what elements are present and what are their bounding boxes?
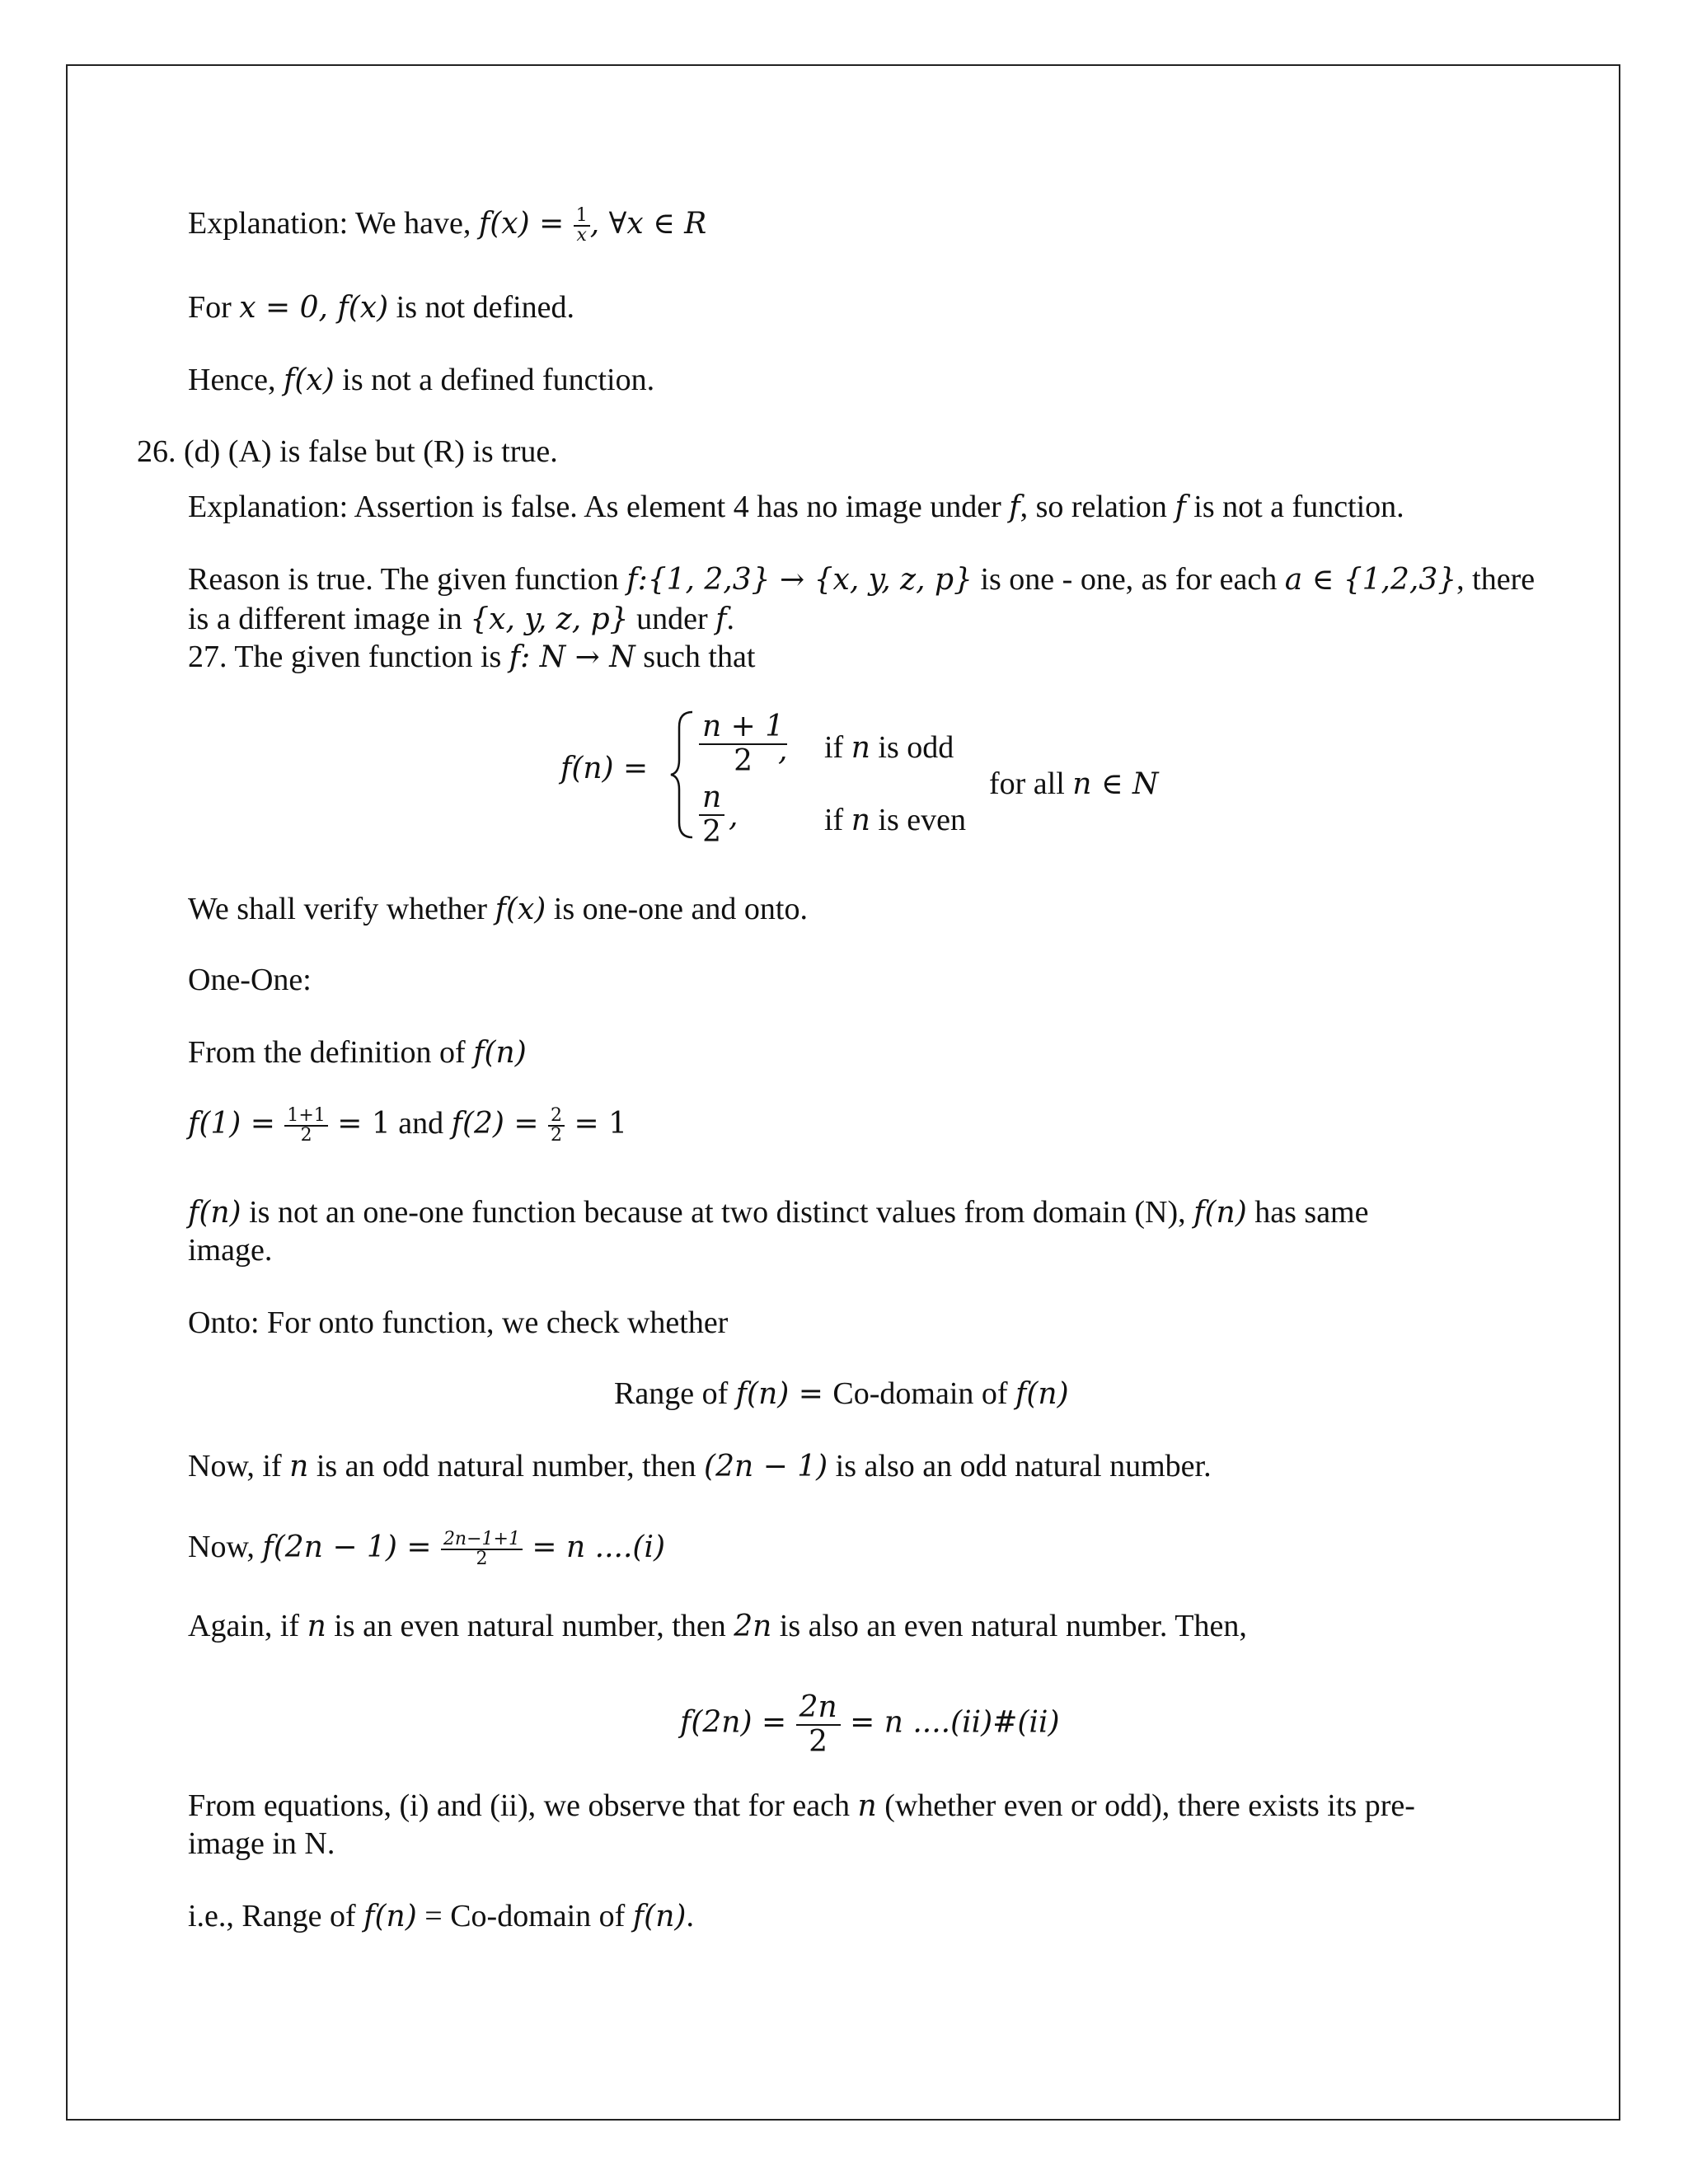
even-line: Again, if n is an even natural number, then 2n is also an even natural number. Then, bbox=[188, 1609, 1247, 1643]
fraction: $\frac{2n}{2}$ bbox=[796, 1691, 841, 1759]
fraction: $\frac{2n-1+1}{2}$ bbox=[441, 1530, 523, 1568]
from-equations-line1: From equations, (i) and (ii), we observe that for each n (whether even or odd), there exists its pre- bbox=[188, 1788, 1415, 1823]
now-equation: Now, f(2n − 1) = $\frac{2n-1+1}{2}$ = n ....(i) bbox=[188, 1529, 666, 1570]
ie-line: i.e., Range of f(n) = Co-domain of f(n). bbox=[188, 1899, 694, 1933]
fraction: $\frac{1}{x}$ bbox=[574, 207, 590, 245]
f2n-equation: f(2n) = $\frac{2n}{2}$ = n ....(ii)#(ii) bbox=[680, 1690, 1060, 1759]
q26-reason-line1: Reason is true. The given function f:{1, 2,3} → {x, y, z, p} is one - one, as for each a ∈ {1,2,3}, there bbox=[188, 562, 1536, 597]
math: f(x) = bbox=[478, 207, 574, 241]
one-one-heading: One-One: bbox=[188, 963, 312, 997]
not-one-one-line1: f(n) is not an one-one function because at two distinct values from domain (N), f(n) has same bbox=[188, 1195, 1369, 1230]
fraction: $\frac{2}{2}$ bbox=[548, 1107, 565, 1145]
case2-fraction: $\frac{n}{2}$ bbox=[699, 781, 724, 849]
text: Explanation: We have, bbox=[188, 206, 479, 241]
piecewise-definition: f(n) = $\frac{n + 1}{2}$ , if n is odd $\frac{n}{2}$ , if n is even for all n ∈ N bbox=[560, 710, 1159, 849]
explanation-line bbox=[188, 204, 706, 245]
forall-condition: for all n ∈ N bbox=[989, 766, 1159, 801]
q26-title: 26. (d) (A) is false but (R) is true. bbox=[137, 434, 558, 469]
q26-reason-line2: is a different image in {x, y, z, p} under f. bbox=[188, 602, 734, 636]
from-definition-line: From the definition of f(n) bbox=[188, 1035, 527, 1070]
fraction: $\frac{1+1}{2}$ bbox=[284, 1107, 327, 1145]
hence-line: Hence, f(x) is not a defined function. bbox=[188, 363, 655, 397]
range-equation: Range of f(n) = Co-domain of f(n) bbox=[614, 1376, 1069, 1411]
q26-explanation: Explanation: Assertion is false. As element 4 has no image under f, so relation f is not a function. bbox=[188, 490, 1404, 524]
verify-line: We shall verify whether f(x) is one-one and onto. bbox=[188, 892, 808, 926]
piecewise-lhs: f(n) = bbox=[560, 752, 649, 785]
f1-f2-line: f(1) = $\frac{1+1}{2}$ = 1 and f(2) = $\frac{2}{2}$ = 1 bbox=[188, 1105, 627, 1146]
case2-condition: if n is even bbox=[824, 803, 966, 837]
odd-line: Now, if n is an odd natural number, then (2n − 1) is also an odd natural number. bbox=[188, 1449, 1212, 1483]
from-equations-line2: image in N. bbox=[188, 1826, 335, 1861]
case1-condition: if n is odd bbox=[824, 730, 954, 765]
q27-title: 27. The given function is f: N → N such that bbox=[188, 640, 756, 674]
onto-heading: Onto: For onto function, we check whether bbox=[188, 1305, 729, 1340]
left-brace bbox=[668, 709, 697, 841]
not-one-one-line2: image. bbox=[188, 1233, 273, 1268]
x-zero-line: For x = 0, f(x) is not defined. bbox=[188, 290, 575, 325]
math: , ∀x ∈ R bbox=[589, 207, 707, 241]
case1-fraction: $\frac{n + 1}{2}$ bbox=[699, 710, 787, 778]
